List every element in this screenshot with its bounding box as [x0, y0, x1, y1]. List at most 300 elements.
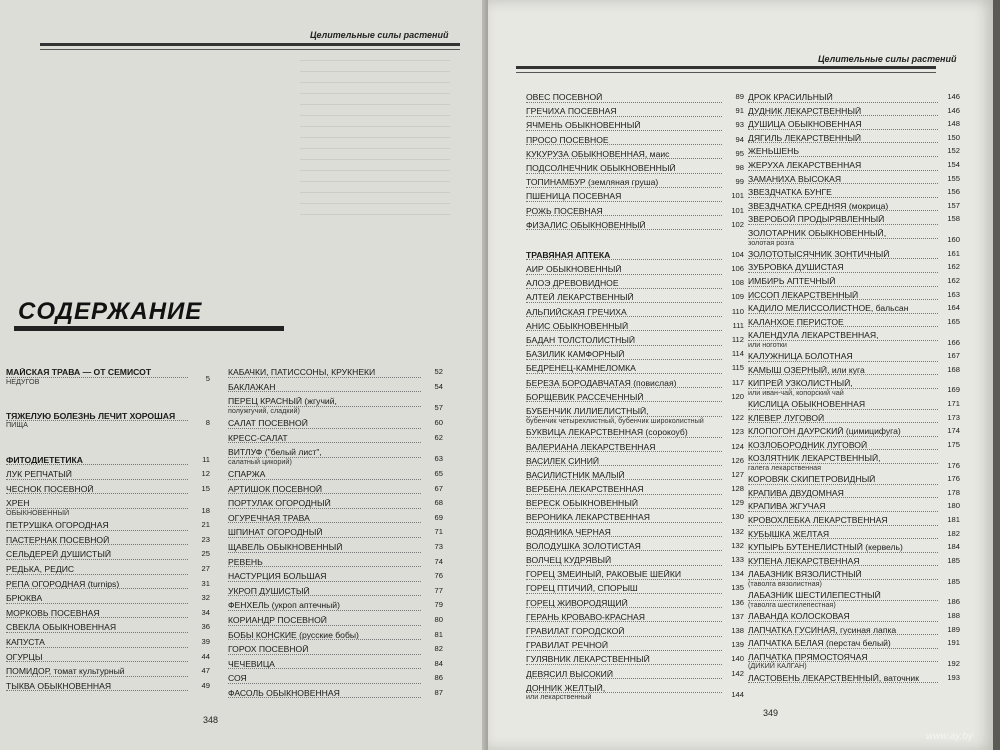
toc-entry-page: 110: [731, 306, 744, 316]
toc-entry-page: 34: [201, 607, 210, 617]
toc-entry-title: КРЕСС-САЛАТ: [228, 434, 421, 444]
toc-entry-subtitle: ОБЫКНОВЕННЫЙ: [6, 507, 70, 517]
toc-entry-title: АРТИШОК ПОСЕВНОЙ: [228, 485, 421, 495]
toc-entry: [748, 502, 960, 512]
toc-entry: [526, 265, 744, 275]
toc-entry-page: 120: [731, 391, 744, 401]
toc-entry-title: МАЙСКАЯ ТРАВА — ОТ СЕМИСОТ: [6, 368, 188, 378]
toc-entry-title: МОРКОВЬ ПОСЕВНАЯ: [6, 609, 188, 619]
toc-entry-page: 186: [947, 597, 960, 607]
toc-entry: [6, 521, 210, 531]
toc-entry-title: ЛАБАЗНИК ВЯЗОЛИСТНЫЙ: [748, 570, 938, 580]
toc-entry: [748, 379, 960, 396]
toc-entry-page: 140: [731, 654, 744, 664]
toc-entry-page: 162: [947, 262, 960, 272]
toc-entry: [748, 352, 960, 362]
toc-entry: [526, 542, 744, 552]
toc-entry-page: 175: [947, 439, 960, 449]
toc-entry: [748, 441, 960, 451]
toc-entry-page: 81: [434, 629, 443, 639]
toc-entry: [526, 350, 744, 360]
toc-entry-title: ОВЕС ПОСЕВНОЙ: [526, 93, 722, 103]
toc-entry: [748, 414, 960, 424]
toc-entry: [228, 689, 443, 699]
toc-entry-page: 115: [731, 363, 744, 373]
toc-entry-title: РЕДЬКА, РЕДИС: [6, 565, 188, 575]
toc-entry: [748, 229, 960, 246]
toc-entry: [6, 485, 210, 495]
toc-entry-page: 126: [731, 455, 744, 465]
toc-entry: [526, 684, 744, 701]
toc-entry-page: 193: [947, 672, 960, 682]
toc-entry-title: ФЕНХЕЛЬ (укроп аптечный): [228, 601, 421, 611]
toc-entry-page: 87: [434, 687, 443, 697]
toc-entry: [526, 528, 744, 538]
toc-entry-page: 106: [731, 264, 744, 274]
toc-entry-title: КЛЕВЕР ЛУГОВОЙ: [748, 414, 938, 424]
toc-entry-title: ЛАПЧАТКА ГУСИНАЯ, гусиная лапка: [748, 626, 938, 636]
toc-entry: [228, 419, 443, 429]
toc-entry-title: БРЮКВА: [6, 594, 188, 604]
toc-entry: [526, 584, 744, 594]
toc-entry-page: 160: [947, 235, 960, 245]
toc-entry: [748, 454, 960, 471]
toc-entry: [526, 641, 744, 651]
toc-entry: [526, 471, 744, 481]
toc-entry-page: 152: [947, 146, 960, 156]
toc-entry-title: ЛАПЧАТКА БЕЛАЯ (перстач белый): [748, 639, 938, 649]
toc-entry-title: ТРАВЯНАЯ АПТЕКА: [526, 251, 722, 261]
toc-entry: [748, 543, 960, 553]
page-number-left: 348: [203, 715, 219, 725]
toc-entry-page: 167: [947, 351, 960, 361]
toc-entry: [526, 457, 744, 467]
right-page: [488, 0, 993, 750]
toc-entry-title: КРОВОХЛЕБКА ЛЕКАРСТВЕННАЯ: [748, 516, 938, 526]
toc-entry-title: ЗОЛОТОТЫСЯЧНИК ЗОНТИЧНЫЙ: [748, 250, 938, 260]
toc-entry: [748, 331, 960, 348]
toc-entry-page: 148: [947, 119, 960, 129]
toc-entry-title: ЗАМАНИХА ВЫСОКАЯ: [748, 175, 938, 185]
toc-entry: [6, 536, 210, 546]
toc-entry-title: ЖЕРУХА ЛЕКАРСТВЕННАЯ: [748, 161, 938, 171]
toc-entry-title: ИССОП ЛЕКАРСТВЕННЫЙ: [748, 291, 938, 301]
toc-entry-subtitle: (таволга шестилепестная): [748, 599, 836, 609]
toc-entry: [748, 304, 960, 314]
toc-entry: [228, 485, 443, 495]
toc-entry-title: ВЕРЕСК ОБЫКНОВЕННЫЙ: [526, 499, 722, 509]
toc-entry: [526, 364, 744, 374]
toc-entry: [526, 93, 744, 103]
toc-entry: [6, 368, 210, 385]
toc-entry-page: 101: [731, 191, 744, 201]
toc-entry-title: БЕДРЕНЕЦ-КАМНЕЛОМКА: [526, 364, 722, 374]
toc-entry-title: ВОДЯНИКА ЧЕРНАЯ: [526, 528, 722, 538]
toc-entry: [228, 528, 443, 538]
toc-entry: [228, 448, 443, 465]
toc-entry-page: 173: [947, 412, 960, 422]
toc-entry-page: 155: [947, 173, 960, 183]
toc-entry-page: 86: [434, 673, 443, 683]
toc-entry-title: ГЕРАНЬ КРОВАВО-КРАСНАЯ: [526, 613, 722, 623]
toc-entry-page: 47: [201, 666, 210, 676]
title-rule: [14, 326, 284, 331]
toc-entry-title: ЗВЕЗДЧАТКА СРЕДНЯЯ (мокрица): [748, 202, 938, 212]
toc-entry-title: КАБАЧКИ, ПАТИССОНЫ, КРУКНЕКИ: [228, 368, 421, 378]
toc-entry: [228, 660, 443, 670]
toc-entry-title: АЛЬПИЙСКАЯ ГРЕЧИХА: [526, 308, 722, 318]
toc-entry-page: 67: [434, 483, 443, 493]
toc-entry: [526, 443, 744, 453]
toc-entry-title: ДЯГИЛЬ ЛЕКАРСТВЕННЫЙ: [748, 134, 938, 144]
toc-entry: [6, 594, 210, 604]
toc-entry-title: ТЯЖЕЛУЮ БОЛЕЗНЬ ЛЕЧИТ ХОРОШАЯ: [6, 412, 188, 422]
toc-entry-title: КУПЫРЬ БУТЕНЕЛИСТНЫЙ (кервель): [748, 543, 938, 553]
toc-entry-title: ПОМИДОР, томат культурный: [6, 667, 188, 677]
toc-entry-title: ГОРЕЦ ПТИЧИЙ, СПОРЫШ: [526, 584, 722, 594]
toc-entry-title: АНИС ОБЫКНОВЕННЫЙ: [526, 322, 722, 332]
toc-entry-page: 135: [731, 583, 744, 593]
toc-column-4: [748, 93, 960, 683]
toc-entry: [748, 612, 960, 622]
toc-entry-page: 39: [201, 636, 210, 646]
toc-entry-page: 164: [947, 303, 960, 313]
toc-entry-title: АИР ОБЫКНОВЕННЫЙ: [526, 265, 722, 275]
toc-entry-title: БОБЫ КОНСКИЕ (русские бобы): [228, 631, 421, 641]
toc-entry: [748, 427, 960, 437]
toc-entry: [228, 397, 443, 414]
toc-entry: [748, 570, 960, 587]
toc-entry: [748, 400, 960, 410]
toc-entry-page: 101: [731, 205, 744, 215]
toc-entry-title: КАЛЕНДУЛА ЛЕКАРСТВЕННАЯ,: [748, 331, 938, 341]
toc-entry: [748, 250, 960, 260]
toc-entry-title: ПОДСОЛНЕЧНИК ОБЫКНОВЕННЫЙ: [526, 164, 722, 174]
toc-entry-title: БАДАН ТОЛСТОЛИСТНЫЙ: [526, 336, 722, 346]
toc-entry-page: 25: [201, 549, 210, 559]
toc-entry: [228, 674, 443, 684]
toc-entry-page: 44: [201, 651, 210, 661]
toc-entry-title: КУБЫШКА ЖЕЛТАЯ: [748, 530, 938, 540]
toc-entry: [526, 322, 744, 332]
toc-entry-page: 5: [205, 374, 210, 384]
toc-entry: [228, 368, 443, 378]
toc-entry-page: 162: [947, 275, 960, 285]
toc-entry: [748, 107, 960, 117]
toc-entry: [748, 530, 960, 540]
toc-entry-page: 136: [731, 597, 744, 607]
header-rule-right-thin: [516, 72, 936, 73]
toc-entry-title: ГОРОХ ПОСЕВНОЙ: [228, 645, 421, 655]
toc-entry-title: БОРЩЕВИК РАССЕЧЕННЫЙ: [526, 393, 722, 403]
toc-entry: [228, 383, 443, 393]
toc-entry: [6, 470, 210, 480]
toc-entry: [6, 456, 210, 466]
toc-entry-title: КРАПИВА ЖГУЧАЯ: [748, 502, 938, 512]
toc-entry: [748, 366, 960, 376]
toc-entry: [748, 626, 960, 636]
toc-entry-page: 132: [731, 540, 744, 550]
toc-entry-page: 117: [731, 377, 744, 387]
toc-entry: [526, 221, 744, 231]
toc-entry-title: ВОЛОДУШКА ЗОЛОТИСТАЯ: [526, 542, 722, 552]
toc-entry-page: 176: [947, 474, 960, 484]
toc-entry-page: 15: [201, 483, 210, 493]
toc-entry-page: 93: [735, 120, 744, 130]
toc-entry: [748, 516, 960, 526]
toc-entry-page: 31: [201, 578, 210, 588]
toc-entry: [748, 291, 960, 301]
toc-entry-page: 157: [947, 200, 960, 210]
toc-entry-title: СПАРЖА: [228, 470, 421, 480]
toc-column-2: [228, 368, 443, 698]
toc-entry-title: КАДИЛО МЕЛИССОЛИСТНОЕ, бальсан: [748, 304, 938, 314]
toc-entry-page: 52: [434, 367, 443, 376]
toc-entry-title: ВОЛЧЕЦ КУДРЯВЫЙ: [526, 556, 722, 566]
toc-entry-page: 109: [731, 292, 744, 302]
toc-entry-title: ГРЕЧИХА ПОСЕВНАЯ: [526, 107, 722, 117]
toc-entry: [6, 667, 210, 677]
toc-entry-title: ЧЕСНОК ПОСЕВНОЙ: [6, 485, 188, 495]
toc-column-3: [526, 93, 744, 701]
toc-entry-page: 146: [947, 92, 960, 101]
toc-entry: [526, 379, 744, 389]
toc-entry-page: 139: [731, 640, 744, 650]
toc-entry: [748, 202, 960, 212]
toc-entry: [748, 188, 960, 198]
toc-entry-title: РЕПА ОГОРОДНАЯ (turnips): [6, 580, 188, 590]
toc-entry-page: 60: [434, 417, 443, 427]
toc-entry: [228, 499, 443, 509]
toc-entry-subtitle: галега лекарственная: [748, 463, 822, 473]
toc-entry-page: 111: [732, 320, 744, 330]
toc-entry-title: ДОННИК ЖЕЛТЫЙ,: [526, 684, 722, 694]
toc-entry: [526, 192, 744, 202]
page-number-right: 349: [763, 708, 779, 718]
toc-entry-title: ВАСИЛИСТНИК МАЛЫЙ: [526, 471, 722, 481]
toc-entry-page: 89: [735, 92, 744, 101]
toc-entry-page: 74: [434, 556, 443, 566]
toc-entry: [748, 161, 960, 171]
toc-entry: [526, 251, 744, 261]
toc-entry-page: 77: [434, 585, 443, 595]
toc-entry-page: 84: [434, 658, 443, 668]
toc-entry-title: КРАПИВА ДВУДОМНАЯ: [748, 489, 938, 499]
page-title: СОДЕРЖАНИЕ: [18, 298, 203, 325]
toc-entry: [526, 293, 744, 303]
toc-entry-page: 32: [201, 593, 210, 603]
toc-entry-page: 176: [947, 460, 960, 470]
toc-entry-page: 158: [947, 214, 960, 224]
toc-entry-title: КИСЛИЦА ОБЫКНОВЕННАЯ: [748, 400, 938, 410]
toc-entry-page: 12: [201, 469, 210, 479]
toc-entry-title: ЗОЛОТАРНИК ОБЫКНОВЕННЫЙ,: [748, 229, 938, 239]
toc-entry-title: ОГУРЦЫ: [6, 653, 188, 663]
toc-entry-page: 71: [434, 527, 443, 537]
toc-entry-page: 188: [947, 611, 960, 620]
toc-entry: [228, 543, 443, 553]
toc-column-1: [6, 368, 210, 691]
toc-entry-title: ОГУРЕЧНАЯ ТРАВА: [228, 514, 421, 524]
toc-entry-page: 36: [201, 622, 210, 632]
toc-entry-page: 49: [201, 680, 210, 690]
toc-entry-page: 65: [434, 468, 443, 478]
toc-entry-title: ЗВЕРОБОЙ ПРОДЫРЯВЛЕННЫЙ: [748, 215, 938, 225]
toc-entry-title: БУКВИЦА ЛЕКАРСТВЕННАЯ (сорокоуб): [526, 428, 722, 438]
toc-entry-page: 73: [434, 541, 443, 551]
toc-entry-title: ВАСИЛЕК СИНИЙ: [526, 457, 722, 467]
header-rule-left-thin: [40, 49, 460, 50]
toc-entry-title: КЛОПОГОН ДАУРСКИЙ (цимицифуга): [748, 427, 938, 437]
toc-entry-page: 8: [205, 418, 210, 427]
toc-entry-page: 54: [434, 381, 443, 391]
toc-entry-title: БАКЛАЖАН: [228, 383, 421, 393]
toc-entry: [526, 136, 744, 146]
toc-entry-page: 79: [434, 600, 443, 610]
toc-entry: [6, 499, 210, 516]
toc-entry-page: 132: [731, 526, 744, 536]
toc-entry-page: 166: [947, 337, 960, 347]
toc-entry-page: 123: [731, 427, 744, 437]
toc-entry-title: БАЗИЛИК КАМФОРНЫЙ: [526, 350, 722, 360]
toc-entry: [6, 580, 210, 590]
toc-entry-title: ДРОК КРАСИЛЬНЫЙ: [748, 93, 938, 103]
toc-entry: [526, 279, 744, 289]
toc-entry-page: 102: [731, 219, 744, 229]
toc-entry: [748, 318, 960, 328]
toc-entry-page: 133: [731, 555, 744, 565]
toc-entry: [228, 587, 443, 597]
toc-entry-title: ЯЧМЕНЬ ОБЫКНОВЕННЫЙ: [526, 121, 722, 131]
toc-entry-page: 154: [947, 159, 960, 169]
toc-entry-page: 174: [947, 426, 960, 436]
toc-entry-page: 94: [735, 134, 744, 144]
running-head-left: Целительные силы растений: [310, 30, 449, 40]
toc-entry-page: 163: [947, 289, 960, 299]
toc-entry-title: КОЗЛЯТНИК ЛЕКАРСТВЕННЫЙ,: [748, 454, 938, 464]
toc-entry-title: ПШЕНИЦА ПОСЕВНАЯ: [526, 192, 722, 202]
toc-entry-title: ВЕРБЕНА ЛЕКАРСТВЕННАЯ: [526, 485, 722, 495]
toc-entry-title: ВИТЛУФ ("белый лист",: [228, 448, 421, 458]
toc-entry-title: ПЕРЕЦ КРАСНЫЙ (жгучий,: [228, 397, 421, 407]
toc-entry-title: ФИЗАЛИС ОБЫКНОВЕННЫЙ: [526, 221, 722, 231]
toc-entry-page: 68: [434, 498, 443, 508]
toc-entry-title: РЕВЕНЬ: [228, 558, 421, 568]
toc-entry-title: ЛАПЧАТКА ПРЯМОСТОЯЧАЯ: [748, 653, 938, 663]
toc-entry-page: 189: [947, 624, 960, 634]
toc-entry: [526, 485, 744, 495]
toc-entry-subtitle: или иван-чай, копорский чай: [748, 387, 844, 397]
toc-entry: [748, 93, 960, 103]
toc-entry-page: 191: [947, 638, 960, 648]
toc-entry-page: 184: [947, 542, 960, 552]
toc-entry-page: 129: [731, 498, 744, 508]
toc-entry-title: ЛАСТОВЕНЬ ЛЕКАРСТВЕННЫЙ, ваточник: [748, 674, 938, 684]
toc-entry-page: 185: [947, 555, 960, 565]
toc-entry: [526, 428, 744, 438]
toc-entry: [228, 645, 443, 655]
toc-entry-subtitle: или ноготки: [748, 339, 787, 349]
toc-entry-title: ВАЛЕРИАНА ЛЕКАРСТВЕННАЯ: [526, 443, 722, 453]
toc-entry: [6, 623, 210, 633]
toc-entry-page: 185: [947, 576, 960, 586]
toc-entry: [526, 207, 744, 217]
toc-entry: [6, 412, 210, 429]
toc-entry: [228, 616, 443, 626]
toc-entry-page: 91: [735, 106, 744, 116]
toc-entry-title: УКРОП ДУШИСТЫЙ: [228, 587, 421, 597]
toc-entry: [228, 434, 443, 444]
toc-entry: [6, 638, 210, 648]
toc-entry: [526, 655, 744, 665]
toc-entry-title: САЛАТ ПОСЕВНОЙ: [228, 419, 421, 429]
toc-entry: [748, 263, 960, 273]
header-rule-left: [40, 43, 460, 46]
toc-entry-title: ФАСОЛЬ ОБЫКНОВЕННАЯ: [228, 689, 421, 699]
toc-entry-title: КУПЕНА ЛЕКАРСТВЕННАЯ: [748, 557, 938, 567]
toc-entry: [526, 336, 744, 346]
toc-entry-page: 112: [731, 335, 744, 344]
toc-entry-page: 134: [731, 569, 744, 579]
toc-entry-title: ПОРТУЛАК ОГОРОДНЫЙ: [228, 499, 421, 509]
toc-entry: [6, 609, 210, 619]
toc-entry-page: 178: [947, 487, 960, 497]
toc-entry-page: 99: [735, 177, 744, 187]
toc-entry-title: СВЕКЛА ОБЫКНОВЕННАЯ: [6, 623, 188, 633]
toc-entry-title: ИМБИРЬ АПТЕЧНЫЙ: [748, 277, 938, 287]
toc-entry-title: АЛТЕЙ ЛЕКАРСТВЕННЫЙ: [526, 293, 722, 303]
toc-entry-title: ПАСТЕРНАК ПОСЕВНОЙ: [6, 536, 188, 546]
toc-entry-title: АЛОЭ ДРЕВОВИДНОЕ: [526, 279, 722, 289]
toc-entry: [526, 178, 744, 188]
toc-entry-page: 181: [947, 515, 960, 525]
toc-entry: [748, 475, 960, 485]
toc-entry-title: ЛАВАНДА КОЛОСКОВАЯ: [748, 612, 938, 622]
toc-entry-title: ШПИНАТ ОГОРОДНЫЙ: [228, 528, 421, 538]
toc-entry-page: 168: [947, 364, 960, 374]
toc-entry-title: ПЕТРУШКА ОГОРОДНАЯ: [6, 521, 188, 531]
toc-entry-page: 18: [201, 505, 210, 515]
toc-entry-page: 171: [947, 399, 960, 409]
show-through-text: [300, 55, 450, 215]
toc-entry-subtitle: бубенчик четырехлистный, бубенчик широколистный: [526, 415, 704, 425]
toc-entry-title: ПРОСО ПОСЕВНОЕ: [526, 136, 722, 146]
toc-entry: [526, 107, 744, 117]
toc-entry: [526, 308, 744, 318]
toc-entry-title: ЗУБРОВКА ДУШИСТАЯ: [748, 263, 938, 273]
toc-entry-title: НАСТУРЦИЯ БОЛЬШАЯ: [228, 572, 421, 582]
toc-entry-page: 21: [201, 520, 210, 530]
toc-entry-title: БУБЕНЧИК ЛИЛИЕЛИСТНЫЙ,: [526, 407, 722, 417]
toc-entry-page: 192: [947, 658, 960, 668]
toc-entry-title: ХРЕН: [6, 499, 188, 509]
toc-entry: [526, 570, 744, 580]
toc-entry-title: ЗВЕЗДЧАТКА БУНГЕ: [748, 188, 938, 198]
toc-entry-title: ДУШИЦА ОБЫКНОВЕННАЯ: [748, 120, 938, 130]
toc-entry-title: ВЕРОНИКА ЛЕКАРСТВЕННАЯ: [526, 513, 722, 523]
toc-entry-title: ЛУК РЕПЧАТЫЙ: [6, 470, 188, 480]
toc-entry-page: 137: [731, 611, 744, 621]
toc-entry-subtitle: (таволга вязолистная): [748, 579, 822, 588]
toc-entry-page: 62: [434, 432, 443, 442]
toc-entry-title: ДУДНИК ЛЕКАРСТВЕННЫЙ: [748, 107, 938, 117]
toc-entry: [526, 121, 744, 131]
toc-entry: [526, 407, 744, 424]
toc-entry: [748, 653, 960, 670]
toc-entry-page: 130: [731, 512, 744, 522]
toc-entry: [748, 175, 960, 185]
toc-entry: [526, 499, 744, 509]
